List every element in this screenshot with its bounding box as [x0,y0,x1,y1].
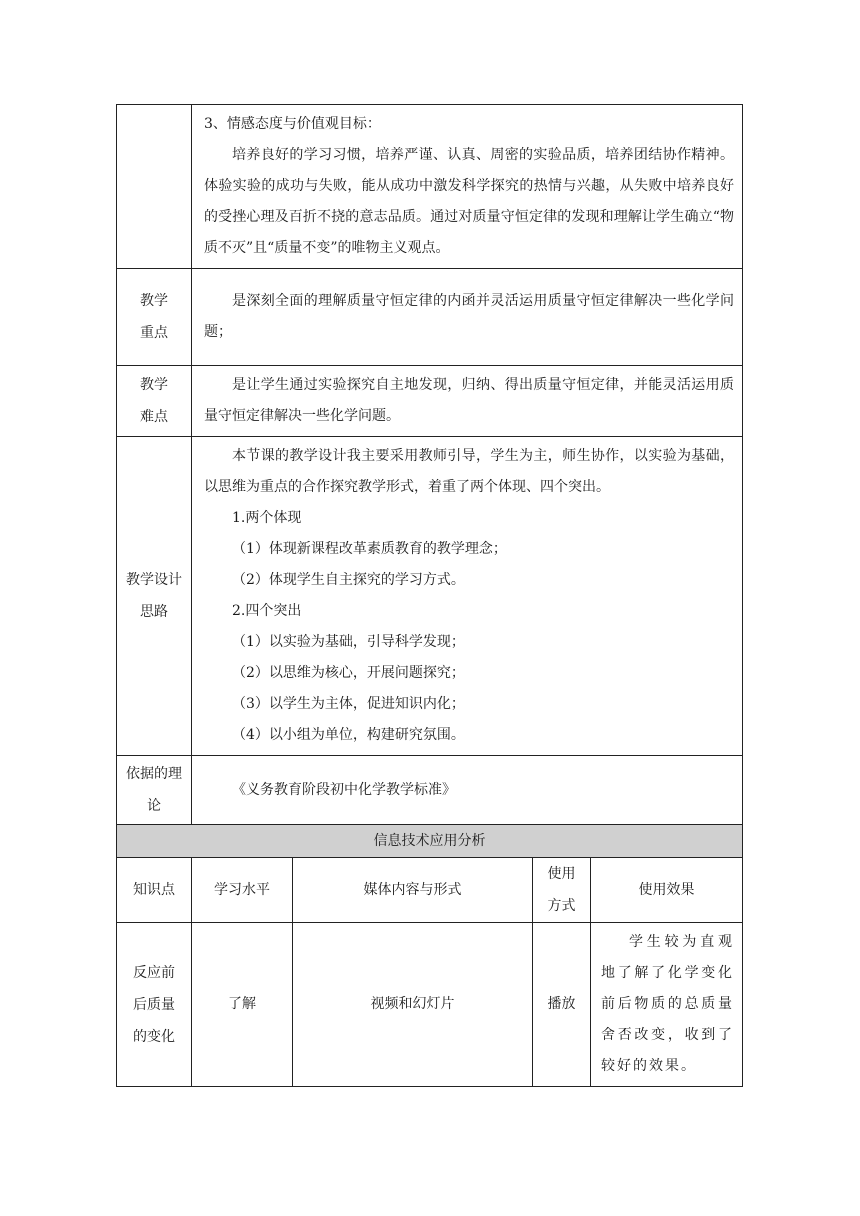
row-emotion-label-cell [117,105,192,269]
row-theory-basis [117,756,743,825]
difficulties-label [117,366,192,437]
difficulties-label-line2: 难点 [140,409,168,425]
design-section1-title: 1.两个体现 [232,510,302,526]
difficulties-cell [192,366,743,437]
row-key-points [117,269,743,366]
key-points-label-line1: 教学 [140,293,168,309]
usage-method-cell: 播放 [533,923,591,1087]
it-analysis-banner: 信息技术应用分析 [117,825,743,858]
knowledge-point-cell [117,923,192,1087]
row-it-data [117,923,743,1087]
lesson-plan-document [116,104,742,1087]
design-section1-item: （1）体现新课程改革素质教育的教学理念； [232,541,507,557]
design-ideas-cell [192,437,743,756]
design-intro-text: 本节课的教学设计我主要采用教师引导，学生为主，师生协作，以实验为基础，以思维为重点的合作探究教学形式，着重了两个体现、四个突出。 [204,448,734,495]
header-usage-line1: 使用 [547,866,576,882]
header-media: 媒体内容与形式 [293,858,533,923]
design-section2-item: （3）以学生为主体，促进知识内化； [232,696,465,712]
theory-basis-label [117,756,192,825]
knowledge-point-line: 后质量 [133,996,175,1013]
row-it-banner [117,825,743,858]
key-points-cell [192,269,743,366]
design-section2-item: （2）以思维为核心，开展问题探究； [232,665,465,681]
design-section2-item: （4）以小组为单位，构建研究氛围。 [232,727,465,743]
difficulties-label-line1: 教学 [140,377,168,393]
key-points-text: 是深刻全面的理解质量守恒定律的内函并灵活运用质量守恒定律解决一些化学问题； [204,293,734,340]
row-difficulties [117,366,743,437]
media-content-cell: 视频和幻灯片 [293,923,533,1087]
knowledge-point-line: 反应前 [133,964,175,981]
header-usage [533,858,591,923]
header-level: 学习水平 [192,858,293,923]
design-section2-title: 2.四个突出 [232,603,302,619]
header-knowledge: 知识点 [117,858,192,923]
theory-basis-cell [192,756,743,825]
row-it-headers [117,858,743,923]
knowledge-point-line: 的变化 [133,1028,175,1045]
key-points-label [117,269,192,366]
emotion-goals-cell [192,105,743,269]
header-usage-line2: 方式 [547,898,576,914]
row-emotion-goals [117,105,743,269]
design-ideas-label-line1: 教学设计 [126,572,182,588]
lesson-plan-table [116,104,743,1087]
theory-basis-text: 《义务教育阶段初中化学教学标准》 [232,781,456,798]
learning-level-cell: 了解 [192,923,293,1087]
design-section1-item: （2）体现学生自主探究的学习方式。 [232,572,465,588]
header-effect: 使用效果 [591,858,743,923]
design-section2-item: （1）以实验为基础，引导科学发现； [232,634,465,650]
theory-basis-label-line2: 论 [147,798,161,814]
emotion-goals-text: 培养良好的学习习惯，培养严谨、认真、周密的实验品质，培养团结协作精神。体验实验的成功与失败，能从成功中激发科学探究的热情与兴趣，从失败中培养良好的受挫心理及百折不挠的意志品质。通过对质量守恒定律的发现和理解让学生确立“物质不灭”且“质量不变”的唯物主义观点。 [204,147,734,256]
row-design-ideas [117,437,743,756]
theory-basis-label-line1: 依据的理 [126,766,182,782]
design-ideas-label [117,437,192,756]
design-ideas-label-line2: 思路 [140,604,168,620]
usage-effect-cell: 学生较为直观地了解了化学变化前后物质的总质量舍否改变，收到了较好的效果。 [591,923,743,1087]
difficulties-text: 是让学生通过实验探究自主地发现，归纳、得出质量守恒定律，并能灵活运用质量守恒定律解决一些化学问题。 [204,377,734,424]
key-points-label-line2: 重点 [140,325,168,341]
emotion-goals-heading: 3、情感态度与价值观目标： [204,116,381,132]
